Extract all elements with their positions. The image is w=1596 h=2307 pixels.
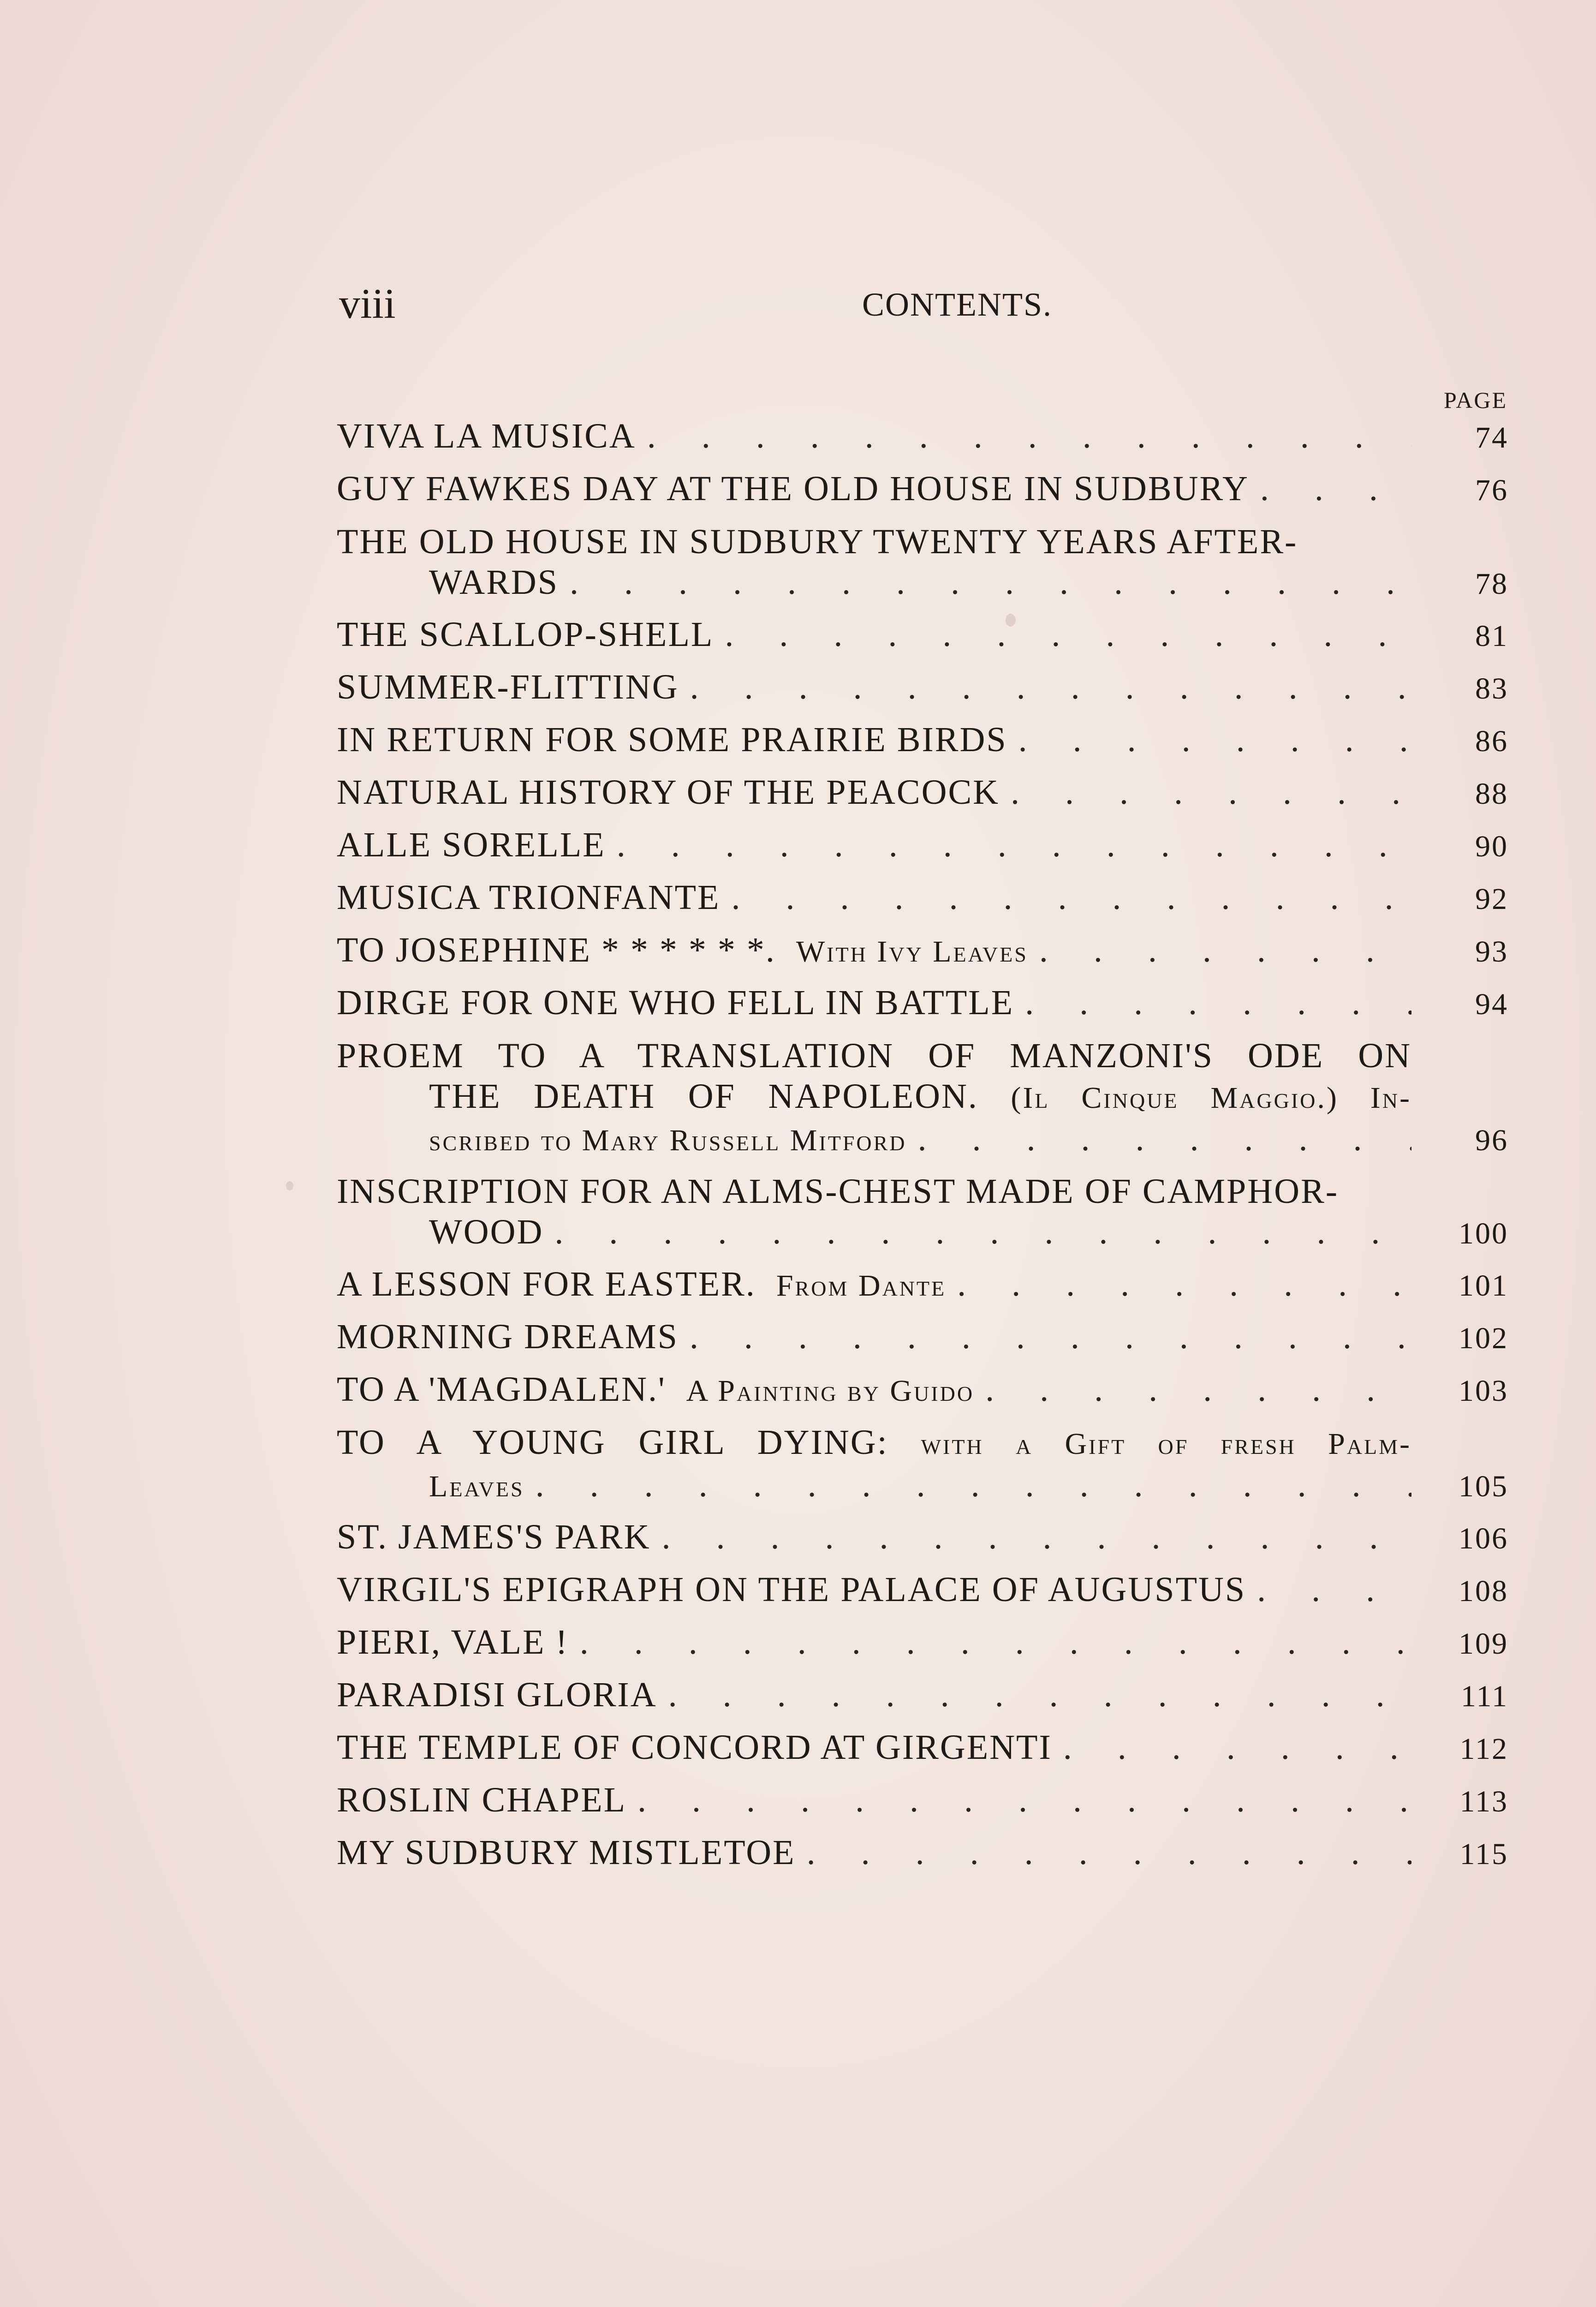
toc-entry-title-continued: THE DEATH OF NAPOLEON. (Il Cinque Maggio.) In- xyxy=(429,1077,1411,1116)
toc-entry-title: NATURAL HISTORY OF THE PEACOCK xyxy=(337,773,1000,812)
toc-entry xyxy=(337,1669,1508,1722)
toc-entry xyxy=(337,609,1508,662)
toc-entry xyxy=(337,767,1508,819)
toc-entry-title: ST. JAMES'S PARK xyxy=(337,1518,651,1556)
toc-entry-page: 102 xyxy=(1459,1321,1508,1355)
toc-entry-title-continued: Leaves xyxy=(429,1470,524,1503)
toc-entry-title: VIVA LA MUSICA xyxy=(337,417,636,455)
toc-entry-title: PROEM TO A TRANSLATION OF MANZONI'S ODE ON xyxy=(337,1036,1411,1075)
toc-entry xyxy=(337,1165,1508,1259)
toc-entry-title: MORNING DREAMS xyxy=(337,1317,679,1356)
toc-entry xyxy=(337,1030,1508,1165)
paper-spot xyxy=(286,1181,293,1190)
toc-entry-title: THE TEMPLE OF CONCORD AT GIRGENTI xyxy=(337,1728,1052,1767)
toc-entry xyxy=(337,1827,1508,1880)
toc-entry-title: THE SCALLOP-SHELL xyxy=(337,615,714,654)
table-of-contents xyxy=(337,411,1508,1880)
toc-entry-page: 103 xyxy=(1459,1374,1508,1408)
toc-entry-title: PARADISI GLORIA xyxy=(337,1675,657,1714)
toc-entry xyxy=(337,411,1508,463)
toc-entry-page: 111 xyxy=(1460,1679,1508,1713)
toc-entry-subtitle: With Ivy Leaves xyxy=(796,935,1028,968)
toc-entry-page: 112 xyxy=(1459,1732,1508,1766)
toc-entry-title: MY SUDBURY MISTLETOE xyxy=(337,1833,796,1872)
toc-entry-subtitle: with a Gift of fresh Palm- xyxy=(921,1427,1411,1461)
toc-entry-page: 93 xyxy=(1475,935,1508,968)
toc-entry-title: ROSLIN CHAPEL xyxy=(337,1781,627,1819)
toc-entry-title: ALLE SORELLE xyxy=(337,825,606,864)
toc-entry-page: 108 xyxy=(1459,1574,1508,1608)
toc-entry xyxy=(337,1775,1508,1827)
toc-entry-page: 113 xyxy=(1459,1785,1508,1818)
toc-entry-title: MUSICA TRIONFANTE xyxy=(337,878,721,917)
toc-entry-page: 96 xyxy=(1475,1124,1508,1157)
toc-entry-page: 106 xyxy=(1459,1522,1508,1555)
toc-entry-page: 90 xyxy=(1475,830,1508,863)
toc-entry-title-continued: WARDS xyxy=(429,563,559,602)
page-header xyxy=(339,279,1506,335)
running-title: CONTENTS. xyxy=(862,286,1052,323)
page-number: viii xyxy=(339,280,396,327)
toc-entry xyxy=(337,463,1508,516)
toc-entry-page: 81 xyxy=(1475,619,1508,653)
toc-entry-page: 88 xyxy=(1475,777,1508,811)
toc-entry-title: TO A 'MAGDALEN.' A Painting by Guido xyxy=(337,1370,975,1409)
toc-entry-page: 78 xyxy=(1475,567,1508,601)
toc-entry xyxy=(337,1564,1508,1617)
toc-entry xyxy=(337,1416,1508,1512)
toc-entry xyxy=(337,662,1508,714)
page-column-label: PAGE xyxy=(1444,387,1507,413)
toc-entry-page: 92 xyxy=(1475,882,1508,916)
toc-entry-page: 100 xyxy=(1459,1217,1508,1250)
toc-entry xyxy=(337,872,1508,925)
toc-entry xyxy=(337,1722,1508,1775)
toc-entry-title: GUY FAWKES DAY AT THE OLD HOUSE IN SUDBURY xyxy=(337,469,1249,508)
toc-entry xyxy=(337,714,1508,767)
toc-entry-title: VIRGIL'S EPIGRAPH ON THE PALACE OF AUGUSTUS xyxy=(337,1570,1246,1609)
toc-entry-title: IN RETURN FOR SOME PRAIRIE BIRDS xyxy=(337,720,1007,759)
toc-entry-page: 83 xyxy=(1475,672,1508,705)
toc-entry-page: 76 xyxy=(1475,473,1508,507)
toc-entry xyxy=(337,1364,1508,1416)
toc-entry-page: 109 xyxy=(1459,1627,1508,1661)
toc-entry-page: 101 xyxy=(1459,1269,1508,1303)
toc-entry-title: THE OLD HOUSE IN SUDBURY TWENTY YEARS AFTER- xyxy=(337,522,1298,561)
toc-entry-subtitle: From Dante xyxy=(776,1269,947,1303)
toc-entry-page: 115 xyxy=(1459,1837,1508,1871)
toc-entry-title-continued: WOOD xyxy=(429,1213,544,1251)
toc-entry xyxy=(337,1617,1508,1669)
toc-entry xyxy=(337,819,1508,872)
toc-entry-title-continued: scribed to Mary Russell Mitford xyxy=(429,1124,907,1157)
toc-entry xyxy=(337,516,1508,609)
toc-entry xyxy=(337,1512,1508,1564)
toc-entry-title: TO A YOUNG GIRL DYING: with a Gift of fresh Palm- xyxy=(337,1423,1411,1462)
toc-entry-page: 105 xyxy=(1459,1470,1508,1503)
toc-entry-page: 74 xyxy=(1475,421,1508,454)
toc-entry-title: PIERI, VALE ! xyxy=(337,1623,569,1662)
toc-entry-title: A LESSON FOR EASTER. From Dante xyxy=(337,1265,947,1303)
toc-entry xyxy=(337,1311,1508,1364)
toc-entry xyxy=(337,977,1508,1030)
toc-entry-title: TO JOSEPHINE * * * * * *. With Ivy Leaves xyxy=(337,931,1028,969)
toc-entry xyxy=(337,1259,1508,1311)
toc-entry-page: 94 xyxy=(1475,987,1508,1021)
toc-entry-title: INSCRIPTION FOR AN ALMS-CHEST MADE OF CAMPHOR- xyxy=(337,1172,1339,1211)
toc-entry-page: 86 xyxy=(1475,724,1508,758)
toc-entry-subtitle: A Painting by Guido xyxy=(686,1374,975,1408)
toc-entry-title: DIRGE FOR ONE WHO FELL IN BATTLE xyxy=(337,983,1014,1022)
toc-entry xyxy=(337,925,1508,977)
toc-entry-title: SUMMER-FLITTING xyxy=(337,668,679,706)
